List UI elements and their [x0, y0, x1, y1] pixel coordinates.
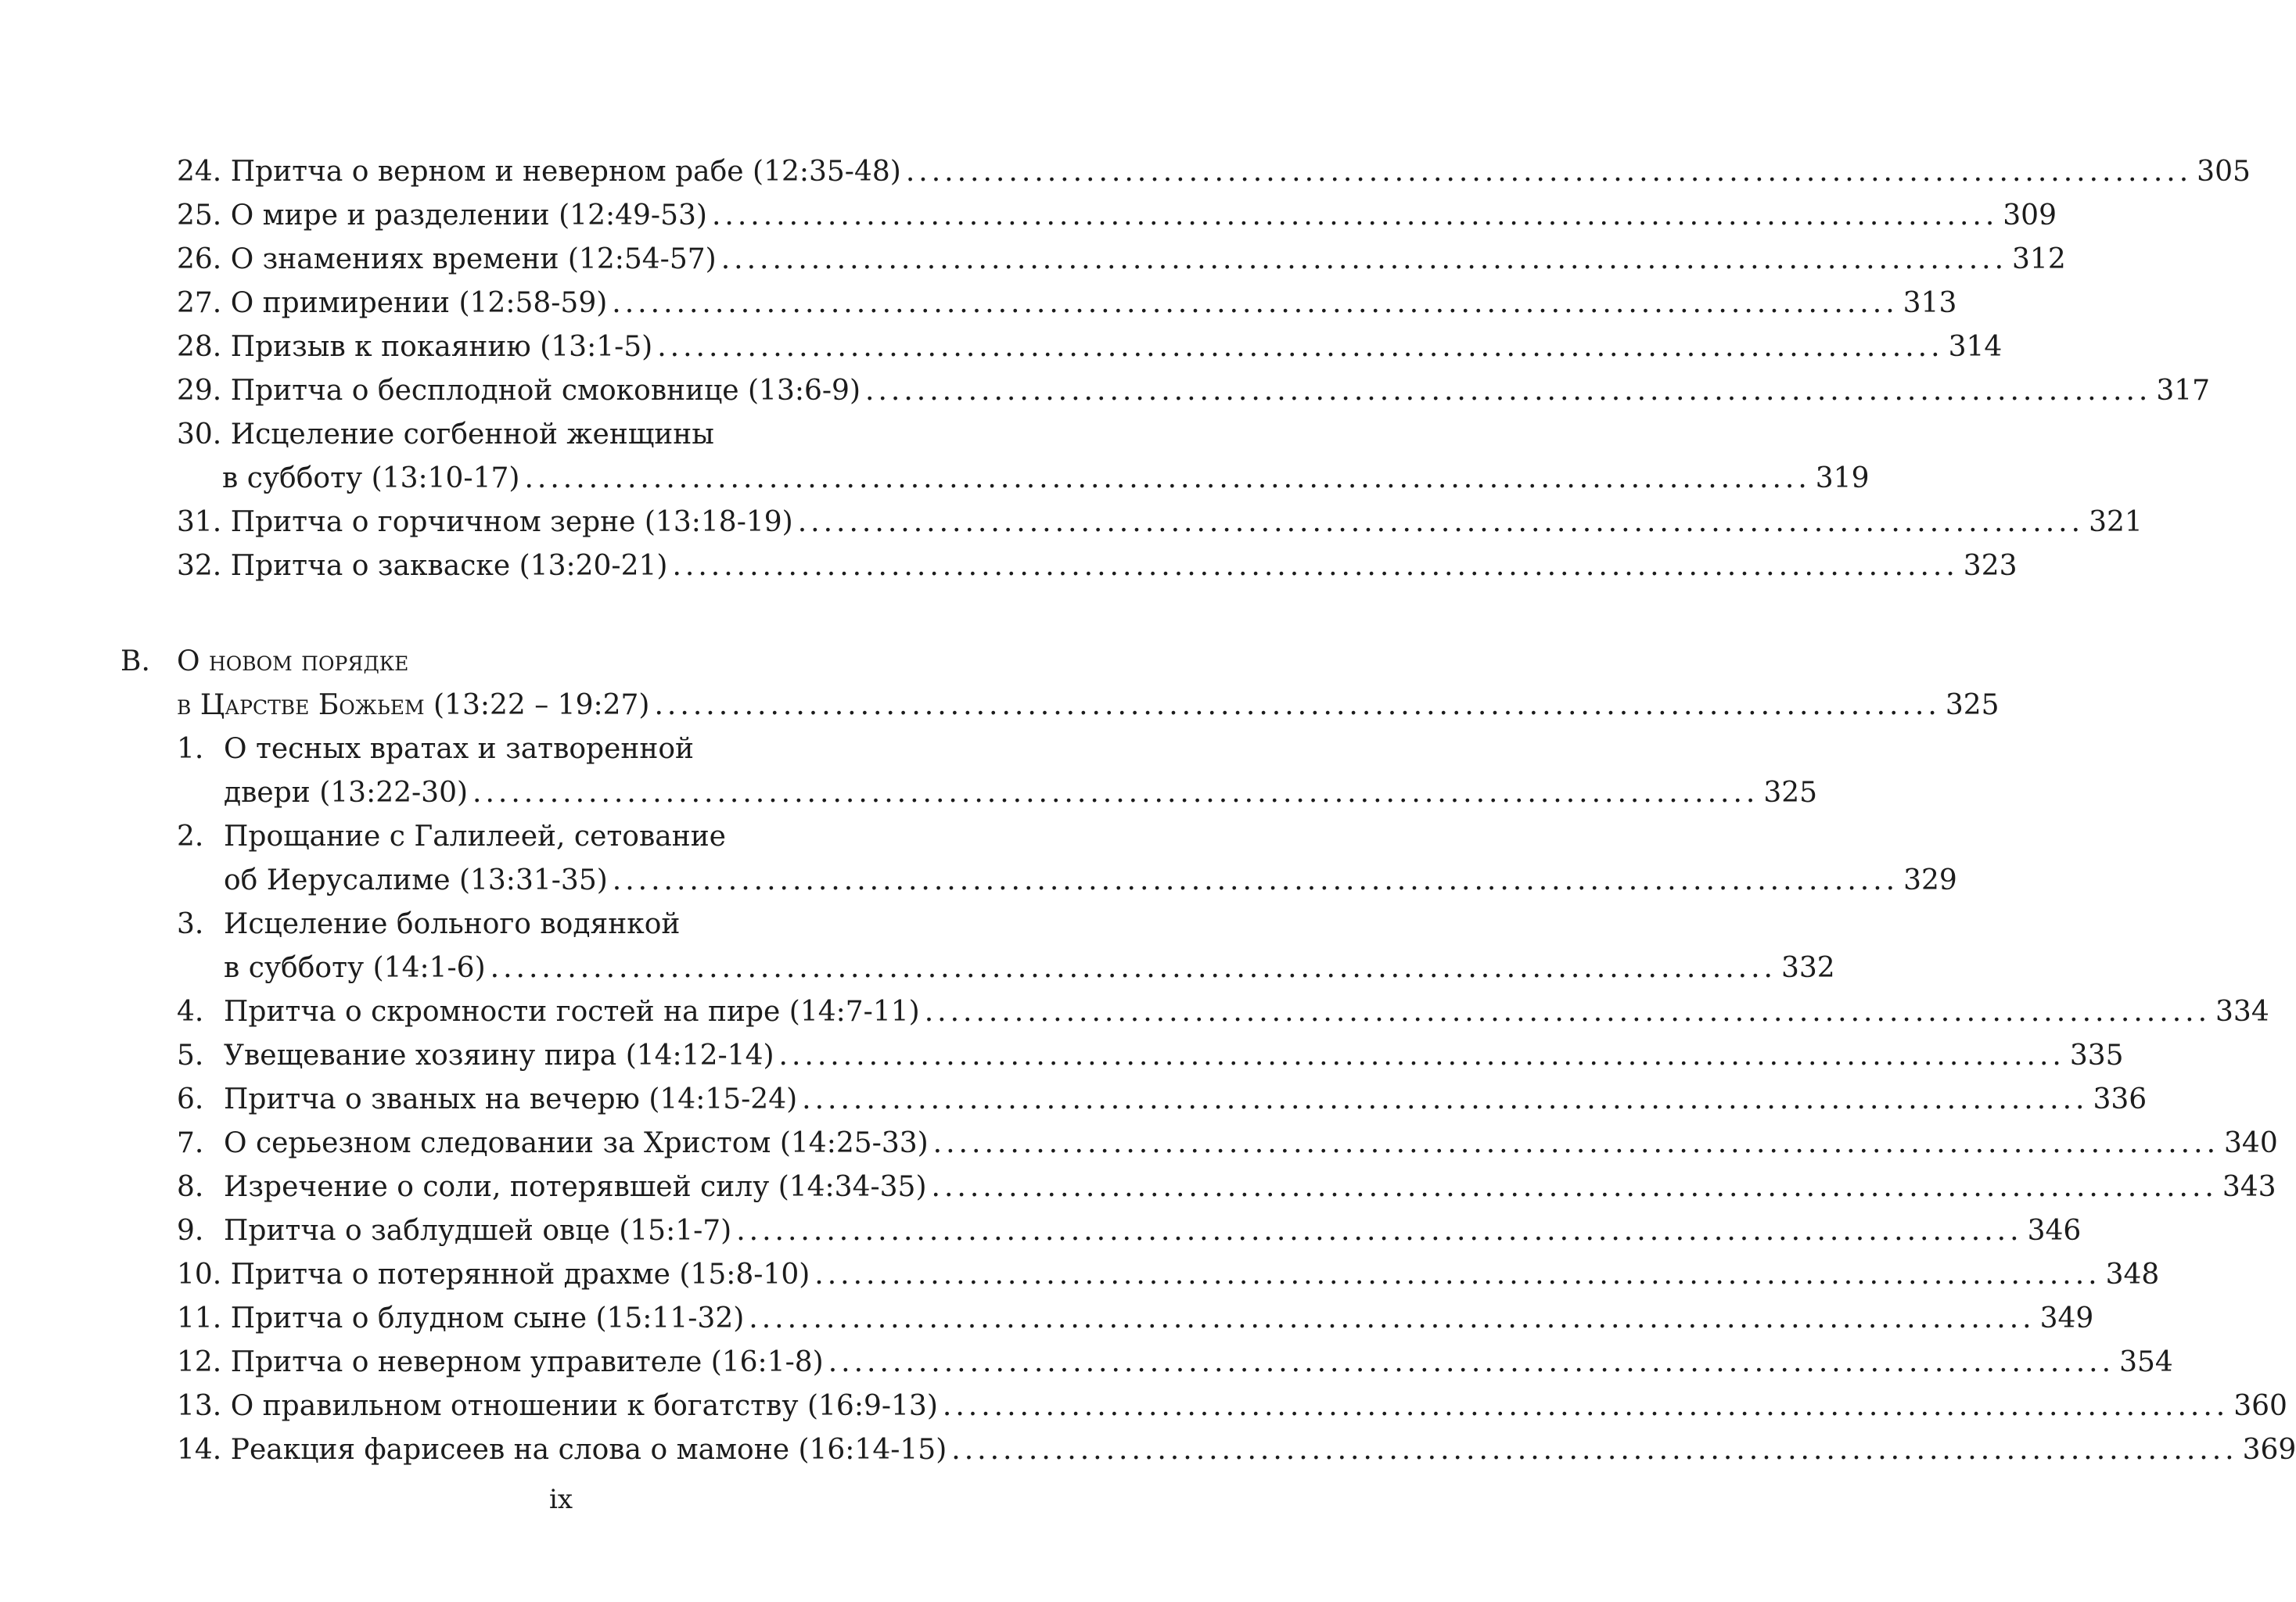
toc-entry[interactable] — [177, 815, 1957, 903]
section-title-line2: в Царстве Божьем (13:22 – 19:27) — [177, 689, 650, 721]
entry-title: О мире и разделении (12:49-53) — [230, 199, 707, 232]
entry-title-line2: об Иерусалиме (13:31-35) — [224, 864, 608, 896]
dot-leader: .................................................................................................... — [657, 331, 1944, 363]
entry-number: 32. — [177, 550, 222, 582]
entry-first-line — [177, 727, 995, 771]
entry-page-number: 309 — [2003, 199, 2057, 232]
entry-page-number: 343 — [2222, 1171, 2276, 1203]
toc-entry[interactable] — [177, 325, 2003, 369]
dot-leader: .................................................................................................... — [749, 1302, 2035, 1334]
entry-title-line1: О тесных вратах и затворенной — [224, 733, 695, 765]
entry-title: Притча о заблудшей овце (15:1-7) — [224, 1215, 732, 1247]
toc-entry[interactable] — [177, 1078, 2147, 1122]
entry-number: 2. — [177, 821, 204, 853]
entry-title: Притча о закваске (13:20-21) — [230, 550, 668, 582]
entry-number: 3. — [177, 908, 204, 940]
toc-entry[interactable] — [177, 501, 2143, 544]
entry-page-number: 329 — [1903, 864, 1957, 896]
entry-title: О примирении (12:58-59) — [230, 287, 608, 319]
entry-page-number: 332 — [1780, 952, 1835, 984]
dot-leader: .................................................................................................... — [802, 1083, 2089, 1115]
entry-number: 10. — [177, 1259, 222, 1291]
toc-entry[interactable] — [177, 903, 1835, 990]
dot-leader: .................................................................................................... — [932, 1127, 2220, 1159]
dot-leader: .................................................................................................... — [865, 375, 2152, 407]
dot-leader: .................................................................................................... — [778, 1040, 2065, 1072]
dot-leader: .................................................................................................... — [814, 1259, 2101, 1291]
dot-leader: .................................................................................................... — [951, 1434, 2238, 1466]
entry-number: 6. — [177, 1083, 204, 1115]
dot-leader: .................................................................................................... — [931, 1171, 2218, 1203]
entry-title: Притча о неверном управителе (16:1-8) — [230, 1346, 824, 1378]
entry-page-number: 334 — [2215, 996, 2269, 1028]
entry-number: 30. — [177, 418, 222, 451]
entry-number: 12. — [177, 1346, 222, 1378]
toc-entry[interactable] — [177, 727, 1818, 815]
entry-first-line — [177, 413, 995, 457]
toc-entry[interactable] — [177, 150, 2251, 194]
section-title-line1: О новом порядке — [177, 645, 409, 677]
entry-title: Изречение о соли, потерявшей силу (14:34-35) — [224, 1171, 927, 1203]
dot-leader: .................................................................................................... — [942, 1390, 2230, 1422]
page-folio-number: ix — [548, 1484, 573, 1515]
toc-entry[interactable] — [177, 1034, 2124, 1078]
section-heading[interactable] — [120, 640, 2000, 727]
entry-page-number: 325 — [1763, 777, 1818, 809]
dot-leader: .................................................................................................... — [720, 243, 2008, 275]
dot-leader: .................................................................................................... — [524, 462, 1811, 494]
entry-page-number: 369 — [2242, 1434, 2296, 1466]
entry-number: 7. — [177, 1127, 204, 1159]
entry-second-line — [177, 946, 1835, 990]
entry-title: Увещевание хозяину пира (14:12-14) — [224, 1040, 774, 1072]
toc-entry[interactable] — [177, 413, 1870, 501]
entry-second-line — [177, 771, 1818, 815]
entry-title: О правильном отношении к богатству (16:9-13) — [230, 1390, 938, 1422]
entry-first-line — [177, 903, 995, 946]
entry-page-number: 354 — [2119, 1346, 2173, 1378]
dot-leader: .................................................................................................... — [797, 506, 2085, 538]
entry-page-number: 346 — [2027, 1215, 2082, 1247]
dot-leader: .................................................................................................... — [828, 1346, 2115, 1378]
entry-title-line1: Исцеление согбенной женщины — [230, 418, 714, 451]
entry-title: Призыв к покаянию (13:1-5) — [230, 331, 653, 363]
toc-entry[interactable] — [177, 1166, 2276, 1209]
entry-page-number: 313 — [1903, 287, 1957, 319]
entry-title-line2: в субботу (14:1-6) — [224, 952, 486, 984]
toc-section-a-continued — [177, 150, 2251, 588]
entry-page-number: 336 — [2093, 1083, 2147, 1115]
entry-number: 8. — [177, 1171, 204, 1203]
dot-leader: .................................................................................................... — [490, 952, 1777, 984]
entry-page-number: 319 — [1815, 462, 1870, 494]
entry-title: Реакция фарисеев на слова о мамоне (16:14-15) — [230, 1434, 947, 1466]
entry-number: 28. — [177, 331, 222, 363]
entry-number: 4. — [177, 996, 204, 1028]
toc-entry[interactable] — [177, 194, 2057, 238]
entry-number: 31. — [177, 506, 222, 538]
section-letter: В. — [120, 645, 150, 677]
entry-second-line — [177, 859, 1957, 903]
toc-entry[interactable] — [177, 544, 2018, 588]
entry-number: 9. — [177, 1215, 204, 1247]
entry-page-number: 360 — [2233, 1390, 2287, 1422]
entry-number: 27. — [177, 287, 222, 319]
entry-page-number: 340 — [2224, 1127, 2278, 1159]
toc-entry[interactable] — [177, 1253, 2160, 1297]
entry-title: О серьезном следовании за Христом (14:25-33) — [224, 1127, 929, 1159]
entry-page-number: 314 — [1948, 331, 2003, 363]
entry-page-number: 335 — [2069, 1040, 2124, 1072]
toc-entry[interactable] — [177, 238, 2066, 282]
entry-page-number: 312 — [2012, 243, 2066, 275]
entry-first-line — [177, 815, 995, 859]
toc-entry[interactable] — [177, 1385, 2287, 1428]
entry-title: Притча о верном и неверном рабе (12:35-48) — [230, 156, 901, 188]
toc-entry[interactable] — [177, 1341, 2173, 1385]
toc-entry[interactable] — [177, 1122, 2278, 1166]
entry-title: Притча о скромности гостей на пире (14:7-11) — [224, 996, 920, 1028]
section-title-second-line — [177, 684, 2000, 727]
entry-number: 14. — [177, 1434, 222, 1466]
entry-number: 29. — [177, 375, 222, 407]
entry-title-line2: в субботу (13:10-17) — [222, 462, 520, 494]
toc-entry[interactable] — [177, 990, 2269, 1034]
entry-title-line1: Исцеление больного водянкой — [224, 908, 681, 940]
toc-entry[interactable] — [177, 1297, 2094, 1341]
entry-page-number: 305 — [2197, 156, 2251, 188]
entry-page-number: 348 — [2105, 1259, 2160, 1291]
entry-title: О знамениях времени (12:54-57) — [230, 243, 717, 275]
dot-leader: .................................................................................................... — [612, 864, 1899, 896]
entry-page-number: 321 — [2089, 506, 2143, 538]
toc-section-b — [120, 640, 2296, 1472]
entry-second-line — [177, 457, 1870, 501]
entry-title: Притча о блудном сыне (15:11-32) — [230, 1302, 745, 1334]
dot-leader: .................................................................................................... — [736, 1215, 2023, 1247]
entry-page-number: 349 — [2039, 1302, 2094, 1334]
dot-leader: .................................................................................................... — [472, 777, 1759, 809]
entry-number: 13. — [177, 1390, 222, 1422]
toc-entry[interactable] — [177, 369, 2211, 413]
entry-page-number: 323 — [1963, 550, 2018, 582]
entry-number: 26. — [177, 243, 222, 275]
dot-leader: .................................................................................................... — [672, 550, 1959, 582]
entry-title-line1: Прощание с Галилеей, сетование — [224, 821, 726, 853]
entry-number: 11. — [177, 1302, 222, 1334]
dot-leader: .................................................................................................... — [612, 287, 1899, 319]
entry-number: 1. — [177, 733, 204, 765]
dot-leader: .................................................................................................... — [654, 689, 1941, 721]
dot-leader: .................................................................................................... — [905, 156, 2193, 188]
entry-number: 25. — [177, 199, 222, 232]
entry-title-line2: двери (13:22-30) — [224, 777, 469, 809]
dot-leader: .................................................................................................... — [924, 996, 2212, 1028]
entry-title: Притча о званых на вечерю (14:15-24) — [224, 1083, 798, 1115]
entry-page-number: 317 — [2156, 375, 2211, 407]
entry-number: 5. — [177, 1040, 204, 1072]
entry-title: Притча о бесплодной смоковнице (13:6-9) — [230, 375, 861, 407]
toc-entry[interactable] — [177, 282, 1957, 325]
section-page-number: 325 — [1945, 689, 2000, 721]
entry-title: Притча о горчичном зерне (13:18-19) — [230, 506, 793, 538]
entry-number: 24. — [177, 156, 222, 188]
dot-leader: .................................................................................................... — [711, 199, 1999, 232]
entry-title: Притча о потерянной драхме (15:8-10) — [230, 1259, 810, 1291]
toc-entry[interactable] — [177, 1209, 2082, 1253]
toc-entry[interactable] — [177, 1428, 2296, 1472]
